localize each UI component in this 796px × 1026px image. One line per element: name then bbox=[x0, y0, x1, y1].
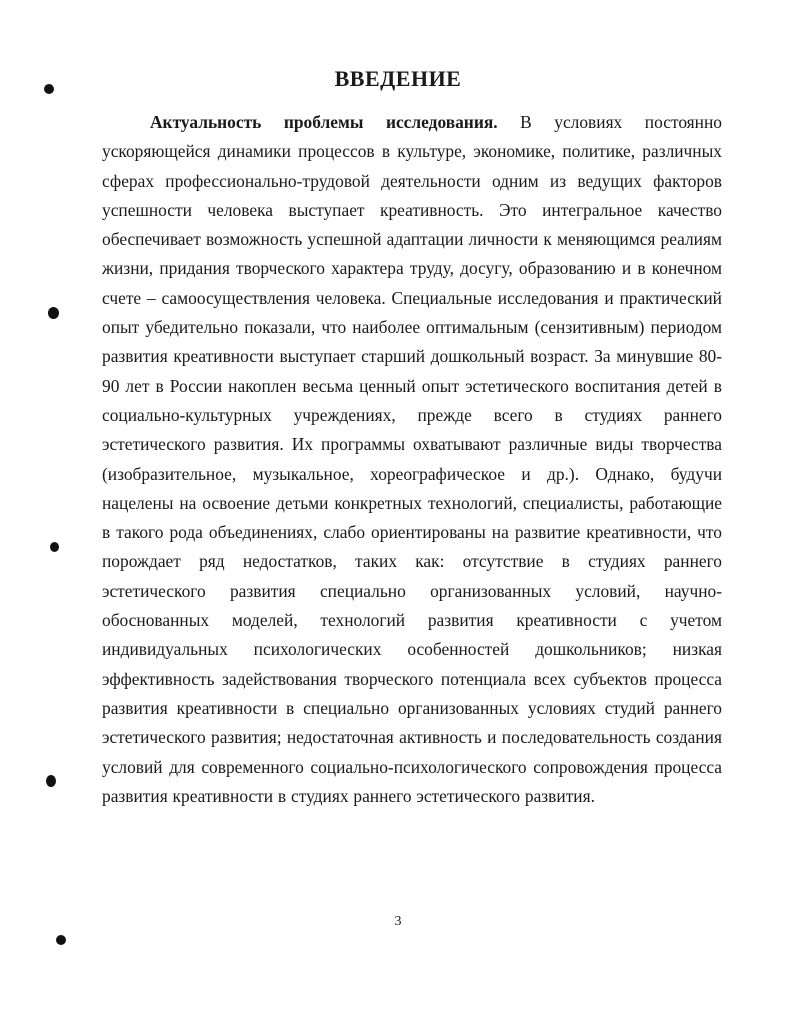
section-title: ВВЕДЕНИЕ bbox=[334, 66, 462, 91]
page-number: 3 bbox=[394, 914, 402, 929]
binding-hole-mark bbox=[46, 775, 56, 787]
binding-hole-mark bbox=[56, 935, 66, 945]
paragraph-body: В условиях постоянно ускоряющейся динамики процессов в культуре, экономике, политике, различных сферах профессионально-трудовой деятельности одним из ведущих факторов успешности человека выступает креативность. Это интегральное качество обеспечивает возможность успешной адаптации личности к меняющимся реалиям жизни, придания творческого характера труду, досугу, образованию и в конечном счете – самоосуществления человека. Специальные исследования и практический опыт убедительно показали, что наиболее оптимальным (сензитивным) периодом развития креативности выступает старший дошкольный возраст. За минувшие 80-90 лет в России накоплен весьма ценный опыт эстетического воспитания детей в социально-культурных учреждениях, прежде всего в студиях раннего эстетического развития. Их программы охватывают различные виды творчества (изобразительное, музыкальное, хореографическое и др.). Однако, будучи нацелены на освоение детьми конкретных технологий, специалисты, работающие в такого рода объединениях, слабо ориентированы на развитие креативности, что порождает ряд недостатков, таких как: отсутствие в студиях раннего эстетического развития специально организованных условий, научно-обоснованных моделей, технологий развития креативности с учетом индивидуальных психологических особенностей дошкольников; низкая эффективность задействования творческого потенциала всех субъектов процесса развития креативности в специально организованных условиях студий раннего эстетического развития; недостаточная активность и последовательность создания условий для современного социально-психологического сопровождения процесса развития креативности в студиях раннего эстетического развития. bbox=[102, 112, 722, 806]
intro-paragraph bbox=[102, 108, 722, 811]
paragraph-lead: Актуальность проблемы исследования. bbox=[150, 112, 498, 132]
binding-hole-mark bbox=[50, 542, 59, 552]
binding-hole-mark bbox=[48, 307, 59, 319]
